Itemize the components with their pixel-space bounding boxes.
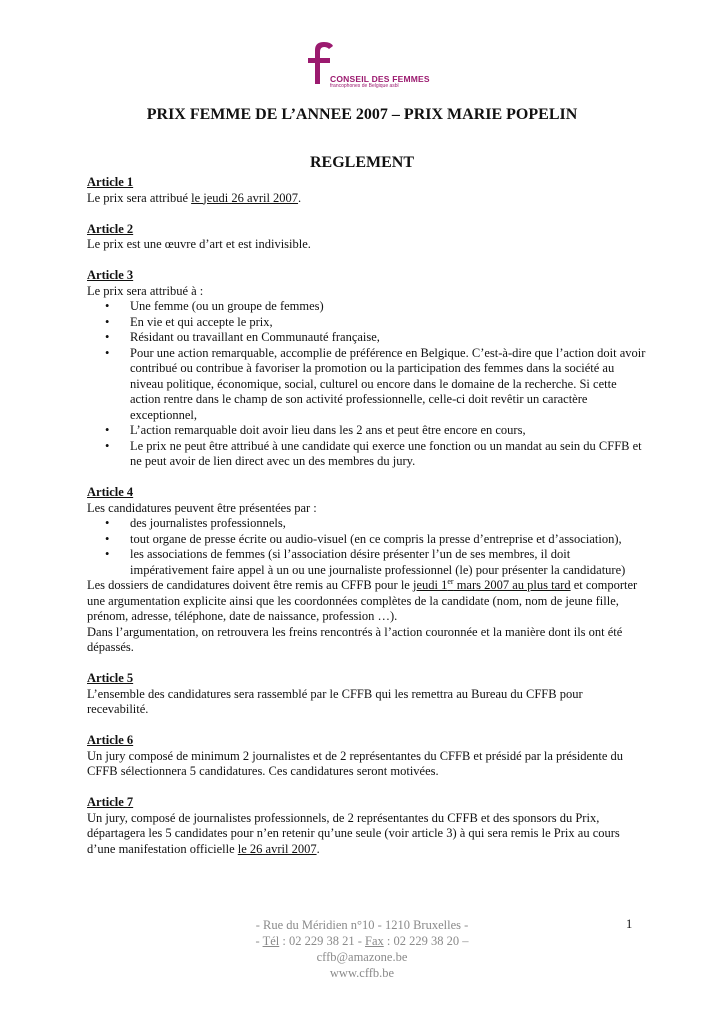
list-item: • Pour une action remarquable, accomplie de préférence en Belgique. C’est-à-dire que l’action doit avoir contribué ou contribue à favoriser la promotion ou la participation des femmes dans la société au niveau politique, économique, social, culturel ou encore dans le domaine de la recherche. Si cette action rentre dans le champ de son activité professionnelle, celle-ci doit revêtir un caractère exceptionnel, (87, 346, 647, 424)
footer-fax-label: Fax (365, 934, 384, 948)
list-item: • Résidant ou travaillant en Communauté française, (87, 330, 647, 346)
document-subtitle: REGLEMENT (309, 154, 414, 171)
article-3-intro: Le prix sera attribué à : (87, 283, 204, 298)
page-number: 1 (626, 917, 633, 931)
footer-tel-label: Tél (262, 934, 280, 948)
footer-website: www.cffb.be (329, 966, 395, 980)
article-6-text: Un jury composé de minimum 2 journalistes et de 2 représentantes du CFFB et présidé par la présidente du CFFB sélectionnera 5 candidatures. Ces candidatures seront motivées. (87, 748, 623, 778)
article-2-text: Le prix est une œuvre d’art et est indivisible. (87, 237, 311, 251)
article-5-text: L’ensemble des candidatures sera rassemblé par le CFFB qui les remettra au Bureau du CFFB pour recevabilité. (87, 686, 583, 716)
article-1-text-post: . (298, 190, 302, 205)
footer-phone-fax (0, 933, 724, 949)
logo-line-1: CONSEIL DES FEMMES (330, 74, 430, 84)
article-7-text (87, 811, 647, 858)
article-4-closing: Dans l’argumentation, on retrouvera les freins rencontrés à l’action couronnée et la manière dont ils ont été dépassés. (87, 624, 623, 654)
footer-tel-value: : 02 229 38 21 - (279, 934, 365, 948)
document-title: PRIX FEMME DE L’ANNEE 2007 – PRIX MARIE POPELIN (146, 106, 578, 123)
document-body (87, 175, 647, 873)
footer-tel-prefix: - (255, 934, 263, 948)
list-item: • L’action remarquable doit avoir lieu dans les 2 ans et peut être encore en cours, (87, 423, 647, 439)
article-2 (87, 222, 647, 253)
article-1 (87, 175, 647, 206)
list-item: • En vie et qui accepte le prix, (87, 315, 647, 331)
article-3-list (87, 299, 647, 470)
footer-address: - Rue du Méridien n°10 - 1210 Bruxelles - (255, 918, 469, 932)
deadline-date-a: jeudi 1 (412, 578, 448, 592)
article-7-text-pre: Un jury, composé de journalistes professionnels, de 2 représentantes du CFFB et des sponsors du Prix, départagera les 5 candidates pour n’en retenir qu’une seule (voir article 3) à qui sera remis le Prix au cours d’une manifestation officielle (87, 810, 620, 856)
article-7-text-post: . (316, 841, 320, 856)
article-1-heading: Article 1 (87, 175, 134, 189)
article-1-text (87, 191, 647, 207)
list-item: • Une femme (ou un groupe de femmes) (87, 299, 647, 315)
article-4-deadline-date (413, 578, 571, 592)
article-4-deadline-pre: Les dossiers de candidatures doivent être remis au CFFB pour le (87, 578, 413, 592)
page-footer (0, 917, 724, 981)
article-5-heading: Article 5 (87, 671, 134, 685)
article-5 (87, 671, 647, 718)
article-4-deadline (87, 578, 647, 625)
article-4-intro: Les candidatures peuvent être présentées par : (87, 500, 317, 515)
article-7 (87, 795, 647, 857)
deadline-date-sup: er (447, 576, 454, 586)
list-item: • des journalistes professionnels, (87, 516, 647, 532)
list-item: • les associations de femmes (si l’association désire présenter l’un de ses membres, il doit impérativement faire appel à un ou une journaliste professionnel (le) pour présenter la candidature) (87, 547, 647, 578)
article-3-heading: Article 3 (87, 268, 134, 282)
article-7-date: le 26 avril 2007 (237, 841, 317, 856)
article-4 (87, 485, 647, 656)
footer-fax-value: : 02 229 38 20 – (383, 934, 469, 948)
article-3 (87, 268, 647, 470)
article-1-text-pre: Le prix sera attribué (87, 190, 192, 205)
footer-email: cffb@amazone.be (316, 950, 408, 964)
logo-line-2: francophones de Belgique asbl (330, 83, 399, 89)
article-4-deadline-post: et comporter une argumentation explicite ainsi que les coordonnées complètes de la candidate (nom, nom de jeune fille, prénom, adresse, téléphone, date de naissance, profession …). (87, 578, 638, 623)
article-7-heading: Article 7 (87, 795, 134, 809)
cffb-logo (304, 40, 430, 92)
article-1-date: le jeudi 26 avril 2007 (191, 190, 299, 205)
article-6 (87, 733, 647, 780)
list-item: • tout organe de presse écrite ou audio-visuel (en ce compris la presse d’entreprise et d’association), (87, 532, 647, 548)
list-item: • Le prix ne peut être attribué à une candidate qui exerce une fonction ou un mandat au sein du CFFB et ne peut avoir de lien direct avec un des membres du jury. (87, 439, 647, 470)
article-6-heading: Article 6 (87, 733, 134, 747)
article-2-heading: Article 2 (87, 221, 134, 236)
article-4-heading: Article 4 (87, 485, 134, 499)
deadline-date-b: mars 2007 au plus tard (453, 578, 571, 592)
article-4-list (87, 516, 647, 578)
